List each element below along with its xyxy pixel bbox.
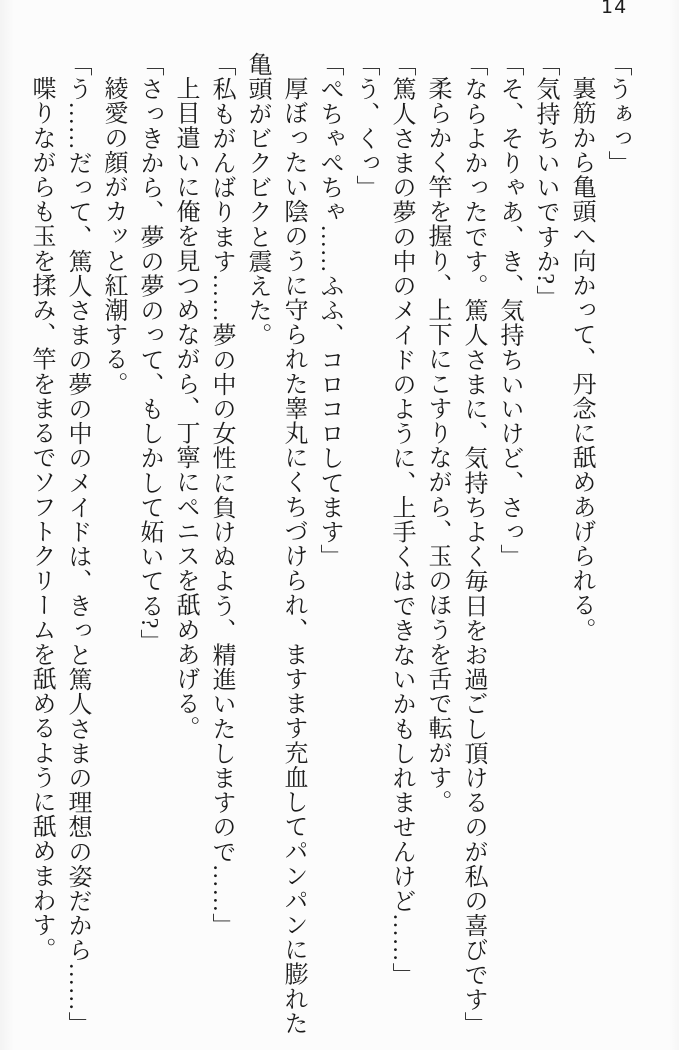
paragraph: 「う、くっ」: [352, 52, 378, 200]
page-number: 14: [601, 0, 628, 18]
paragraph: 「さっきから、夢の夢のって、もしかして妬いてる?」: [136, 52, 162, 654]
page-text: [21, 52, 635, 1044]
paragraph: 柔らかく竿を握り、上下にこすりながら、玉のほうを舌で転がす。: [424, 76, 450, 814]
paragraph: 「篤人さまの夢の中のメイドのように、上手くはできないかもしれませんけど……」: [388, 52, 414, 987]
paragraph: 厚ぼったい陰のうに守られた睾丸にくちづけられ、ますます充血してパンパンに膨れた亀頭がビクビクと震えた。: [244, 52, 306, 1036]
paragraph: 「そ、そりゃあ、き、気持ちいいけど、さっ」: [496, 52, 522, 569]
paragraph: 上目遣いに俺を見つめながら、丁寧にペニスを舐めあげる。: [172, 76, 198, 741]
paragraph: 「ならよかったです。篤人さまに、気持ちよく毎日をお過ごし頂けるのが私の喜びです」: [460, 52, 486, 1036]
paragraph: 「私もがんばります……夢の中の女性に負けぬよう、精進いたしますので……」: [208, 52, 234, 938]
paragraph: 綾愛の顔がカッと紅潮する。: [100, 76, 126, 396]
paragraph: 「うぁっ」: [604, 52, 630, 175]
paragraph: 「ぺちゃぺちゃ……ふふ、コロコロしてます」: [316, 52, 342, 569]
paragraph: 「気持ちいいですか?」: [532, 52, 558, 310]
paragraph: 「う……だって、篤人さまの夢の中のメイドは、きっと篤人さまの理想の姿だから……」: [64, 52, 90, 1036]
paragraph: 裏筋から亀頭へ向かって、丹念に舐めあげられる。: [568, 76, 594, 642]
paragraph: 喋りながらも玉を揉み、竿をまるでソフトクリームを舐めるように舐めまわす。: [28, 76, 54, 962]
